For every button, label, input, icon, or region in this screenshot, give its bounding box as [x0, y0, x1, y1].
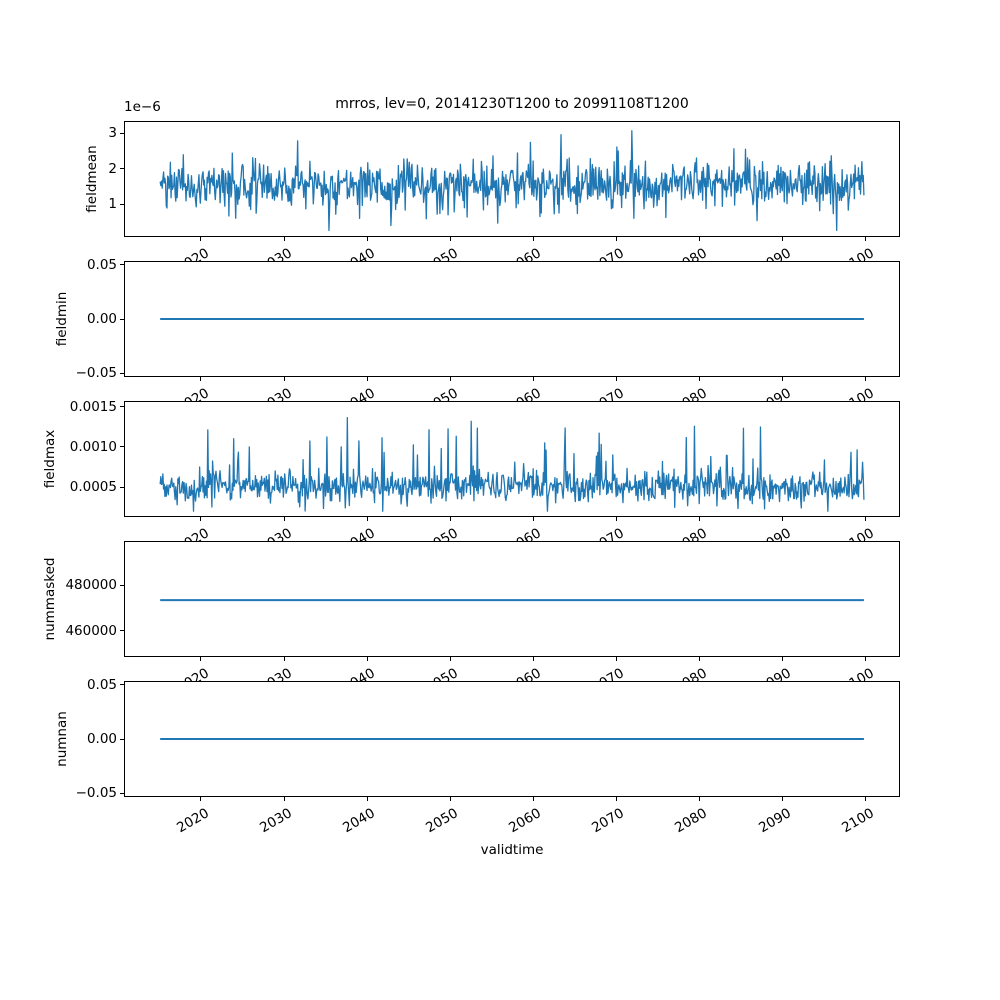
x-tick-mark	[450, 377, 451, 381]
x-tick-mark	[616, 377, 617, 381]
x-tick-mark	[865, 517, 866, 521]
x-tick-mark	[533, 377, 534, 381]
x-tick-mark	[616, 237, 617, 241]
x-tick-mark	[200, 377, 201, 381]
x-tick-label: 2050	[423, 805, 461, 837]
y-tick-label: 0.0005	[69, 479, 117, 496]
x-tick-mark	[533, 657, 534, 661]
chart-title: mrros, lev=0, 20141230T1200 to 20991108T1200	[335, 96, 689, 112]
x-tick-mark	[533, 237, 534, 241]
x-tick-label: 2030	[256, 805, 295, 837]
y-tick-label: −0.05	[75, 785, 117, 801]
x-tick-mark	[284, 377, 285, 381]
x-tick-mark	[616, 797, 617, 801]
y-tick-label: 0.0015	[69, 398, 117, 415]
x-axis-label: validtime	[480, 842, 544, 858]
y-tick-mark	[120, 585, 124, 586]
x-tick-mark	[865, 657, 866, 661]
y-tick-mark	[120, 446, 124, 447]
x-tick-mark	[699, 517, 700, 521]
y-tick-label: 460000	[65, 622, 117, 639]
x-tick-mark	[782, 657, 783, 661]
x-tick-mark	[367, 377, 368, 381]
axes-fieldmean	[124, 121, 900, 237]
x-tick-mark	[782, 377, 783, 381]
y-tick-mark	[120, 373, 124, 374]
axes-numnan	[124, 681, 900, 797]
line-plot-nummasked	[125, 542, 899, 656]
data-line-fieldmean	[160, 131, 864, 231]
y-tick-mark	[120, 319, 124, 320]
y-axis-label-fieldmean: fieldmean	[84, 145, 100, 213]
y-tick-mark	[120, 406, 124, 407]
line-plot-fieldmax	[125, 402, 899, 516]
y-axis-label-numnan: numnan	[54, 711, 70, 767]
x-tick-label: 2100	[838, 805, 877, 837]
y-tick-label: 480000	[65, 577, 117, 594]
y-tick-mark	[120, 739, 124, 740]
line-plot-fieldmin	[125, 262, 899, 376]
line-plot-fieldmean	[125, 122, 899, 236]
x-tick-mark	[200, 517, 201, 521]
y-tick-label: 3	[108, 125, 117, 142]
axes-nummasked	[124, 541, 900, 657]
y-tick-label: 2	[108, 160, 117, 177]
x-tick-mark	[533, 517, 534, 521]
y-tick-mark	[120, 630, 124, 631]
x-tick-mark	[865, 797, 866, 801]
y-tick-mark	[120, 487, 124, 488]
x-tick-mark	[616, 657, 617, 661]
x-tick-label: 2080	[672, 805, 711, 837]
x-tick-mark	[200, 797, 201, 801]
x-tick-mark	[865, 377, 866, 381]
y-tick-label: 0.05	[86, 676, 117, 693]
y-offset-label: 1e−6	[124, 99, 161, 115]
x-tick-mark	[699, 657, 700, 661]
y-axis-label-fieldmin: fieldmin	[54, 291, 70, 347]
axes-fieldmax	[124, 401, 900, 517]
y-tick-label: −0.05	[75, 365, 117, 381]
y-tick-mark	[120, 793, 124, 794]
data-line-fieldmax	[160, 418, 864, 512]
x-tick-mark	[450, 657, 451, 661]
x-tick-label: 2040	[339, 805, 378, 837]
y-tick-label: 0.00	[86, 311, 117, 327]
x-tick-label: 2020	[173, 805, 212, 837]
y-tick-label: 0.00	[86, 731, 117, 747]
x-tick-mark	[367, 797, 368, 801]
x-tick-mark	[284, 657, 285, 661]
y-axis-label-nummasked: nummasked	[42, 557, 58, 641]
x-tick-mark	[367, 517, 368, 521]
x-tick-label: 2070	[589, 805, 628, 837]
axes-fieldmin	[124, 261, 900, 377]
x-tick-mark	[200, 657, 201, 661]
x-tick-mark	[782, 797, 783, 801]
x-tick-mark	[367, 237, 368, 241]
x-tick-mark	[782, 237, 783, 241]
y-tick-label: 1	[108, 196, 117, 213]
x-tick-mark	[699, 237, 700, 241]
y-tick-mark	[120, 204, 124, 205]
x-tick-mark	[367, 657, 368, 661]
x-tick-mark	[200, 237, 201, 241]
x-tick-mark	[284, 797, 285, 801]
x-tick-mark	[533, 797, 534, 801]
x-tick-mark	[284, 237, 285, 241]
y-tick-mark	[120, 264, 124, 265]
x-tick-mark	[699, 797, 700, 801]
x-tick-mark	[450, 517, 451, 521]
y-tick-label: 0.0010	[69, 438, 117, 455]
x-tick-mark	[450, 237, 451, 241]
x-tick-mark	[782, 517, 783, 521]
y-axis-label-fieldmax: fieldmax	[42, 429, 58, 489]
x-tick-mark	[616, 517, 617, 521]
x-tick-label: 2090	[755, 805, 794, 837]
y-tick-mark	[120, 684, 124, 685]
x-tick-mark	[865, 237, 866, 241]
x-tick-label: 2060	[506, 805, 544, 837]
y-tick-mark	[120, 168, 124, 169]
x-tick-mark	[450, 797, 451, 801]
line-plot-numnan	[125, 682, 899, 796]
x-tick-mark	[284, 517, 285, 521]
y-tick-label: 0.05	[86, 256, 117, 273]
x-tick-mark	[699, 377, 700, 381]
y-tick-mark	[120, 133, 124, 134]
